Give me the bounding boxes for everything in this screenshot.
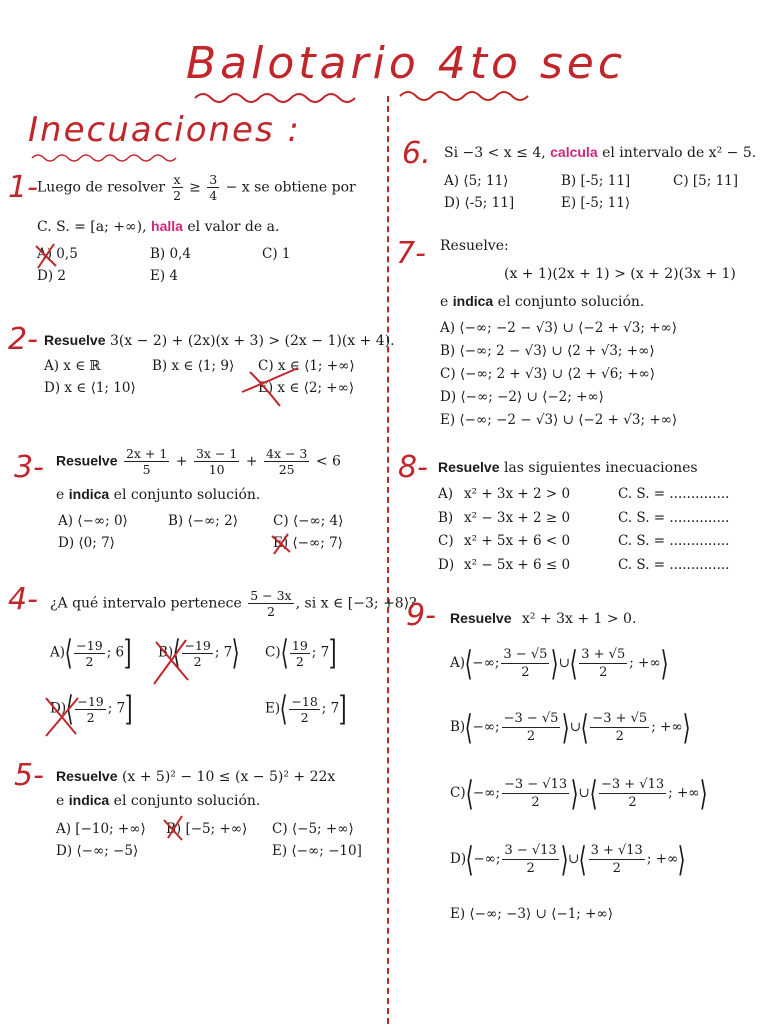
q1-frac-b-top: 3: [209, 172, 218, 187]
q9-option-e[interactable]: E) ⟨−∞; −3⟩ ∪ ⟨−1; +∞⟩: [450, 906, 613, 922]
q2-label: Resuelve: [44, 332, 106, 348]
q8-item-c-expression: x² + 5x + 6 < 0: [464, 533, 571, 549]
q4-a-label: A): [50, 644, 66, 661]
q9-c-neg-inf: −∞;: [472, 785, 500, 801]
q8-item-b-expression: x² − 3x + 2 ≥ 0: [464, 510, 571, 526]
q9-a-f1-top: 3 − √5: [503, 647, 548, 662]
q1-option-e[interactable]: E) 4: [150, 268, 179, 284]
question-7-expression: (x + 1)(2x + 1) > (x + 2)(3x + 1): [504, 266, 736, 282]
q5-option-b[interactable]: B) [−5; +∞⟩: [166, 821, 248, 837]
q7-line2-a: e: [440, 294, 449, 310]
q9-c-f1-top: −3 − √13: [503, 777, 568, 792]
q9-b-angle-open-1: ⟨: [464, 707, 473, 748]
q4-d-cross-mark-icon: [40, 689, 84, 740]
q9-b-union: ∪: [569, 719, 582, 735]
q4-b-tail: ; 7: [214, 644, 233, 661]
q3-f1-top: 2x + 1: [125, 446, 168, 461]
q4-option-a[interactable]: [50, 633, 132, 673]
q6-text-a: Si −3 < x ≤ 4,: [444, 145, 546, 161]
q1-option-a[interactable]: A) 0,5: [37, 246, 78, 262]
q4-e-label: E): [265, 700, 281, 717]
q3-option-e[interactable]: E) ⟨−∞; 7⟩: [273, 535, 343, 551]
q7-option-c[interactable]: C) ⟨−∞; 2 + √3⟩ ∪ ⟨2 + √6; +∞⟩: [440, 366, 655, 382]
question-number-5: 5-: [14, 758, 44, 793]
question-8-statement: [438, 457, 698, 478]
q9-a-angle-close-1: ⟩: [551, 643, 560, 684]
question-1-statement: [37, 172, 382, 203]
q5-option-e[interactable]: E) ⟨−∞; −10]: [272, 843, 362, 859]
q4-b-label: B): [158, 644, 174, 661]
q6-option-b[interactable]: B) [-5; 11]: [561, 173, 631, 189]
q5-expression: (x + 5)² − 10 ≤ (x − 5)² + 22x: [121, 769, 336, 785]
q9-b-angle-close-1: ⟩: [562, 707, 571, 748]
q4-text-a: ¿A qué intervalo pertenece: [50, 595, 242, 612]
q3-f2-top: 3x − 1: [195, 446, 238, 461]
q8-item-a-expression: x² + 3x + 2 > 0: [464, 486, 571, 502]
question-number-1: 1-: [8, 170, 38, 205]
q8-item-b-answer-field[interactable]: C. S. = ..............: [618, 510, 730, 526]
q9-c-fraction-1: [502, 776, 569, 811]
q5-cross-mark-icon: [160, 812, 188, 842]
q9-option-d[interactable]: [450, 839, 686, 880]
q1-option-c[interactable]: C) 1: [262, 246, 291, 262]
q4-c-tail: ; 7: [311, 644, 330, 661]
q3-plus-1: +: [175, 453, 188, 470]
q4-option-c[interactable]: [265, 633, 337, 673]
q9-c-angle-open-2: ⟨: [589, 773, 598, 814]
q4-d-left-bracket: ⟨: [65, 689, 74, 729]
q1-option-b[interactable]: B) 0,4: [150, 246, 191, 262]
q8-item-d-letter: D): [438, 557, 455, 573]
q7-keyword: indica: [452, 293, 494, 309]
q4-e-bot: 2: [300, 709, 309, 725]
q2-option-e[interactable]: E) x ∈ ⟨2; +∞⟩: [258, 380, 355, 396]
section-title: Inecuaciones :: [28, 110, 301, 150]
q2-expression: 3(x − 2) + (2x)(x + 3) > (2x − 1)(x + 4).: [109, 333, 395, 349]
q9-d-pos-inf: ; +∞: [646, 851, 679, 867]
q9-option-a[interactable]: [450, 643, 669, 684]
q9-d-angle-close-2: ⟩: [677, 839, 686, 880]
q9-d-angle-open-2: ⟨: [578, 839, 587, 880]
question-number-2: 2-: [8, 322, 38, 357]
q4-a-top: −19: [76, 637, 103, 653]
question-5-line2: [56, 790, 260, 811]
q9-d-f1-bot: 2: [526, 861, 535, 876]
q4-frac-bot: 2: [266, 604, 275, 619]
q1-frac-b-bot: 4: [209, 188, 218, 203]
q4-a-tail: ; 6: [106, 644, 125, 661]
q4-a-left-bracket: ⟨: [64, 633, 73, 673]
q9-a-pos-inf: ; +∞: [629, 655, 661, 671]
q9-c-f1-bot: 2: [531, 795, 540, 810]
q4-option-e[interactable]: [265, 689, 347, 729]
q9-b-angle-open-2: ⟨: [580, 707, 589, 748]
q2-option-c[interactable]: C) x ∈ ⟨1; +∞⟩: [258, 358, 355, 374]
q2-option-a[interactable]: A) x ∈ ℝ: [44, 358, 101, 374]
q3-option-c[interactable]: C) ⟨−∞; 4⟩: [273, 513, 344, 529]
q9-c-angle-close-1: ⟩: [570, 773, 579, 814]
q6-keyword: calcula: [550, 144, 598, 160]
q9-c-angle-close-2: ⟩: [699, 773, 708, 814]
q9-a-f2-top: 3 + √5: [581, 647, 626, 662]
q9-d-f2-top: 3 + √13: [590, 843, 643, 858]
q4-e-fraction: [289, 694, 319, 725]
q8-text: las siguientes inecuaciones: [503, 460, 698, 476]
q8-item-d-expression: x² − 5x + 6 ≤ 0: [464, 557, 571, 573]
q4-c-right-bracket: ]: [328, 633, 337, 673]
q4-d-bot: 2: [86, 709, 95, 725]
q9-b-fraction-2: [590, 710, 649, 745]
q3-f1-bot: 5: [142, 462, 151, 477]
q9-d-angle-close-1: ⟩: [560, 839, 569, 880]
question-1-line2: [37, 216, 279, 237]
q8-item-c-answer-field[interactable]: C. S. = ..............: [618, 533, 730, 549]
q9-a-fraction-2: [579, 646, 627, 681]
q4-d-label: D): [50, 700, 67, 717]
q5-option-a[interactable]: A) [−10; +∞⟩: [56, 821, 146, 837]
q9-d-label: D): [450, 851, 467, 867]
question-6-statement: [444, 142, 756, 163]
q3-tail: < 6: [315, 453, 341, 470]
q3-line2-b: el conjunto solución.: [113, 487, 261, 503]
q4-c-bot: 2: [295, 653, 304, 669]
q9-a-union: ∪: [558, 655, 570, 671]
q8-label: Resuelve: [438, 459, 500, 475]
q4-a-bot: 2: [85, 653, 94, 669]
q4-d-tail: ; 7: [107, 700, 126, 717]
q9-d-f2-bot: 2: [612, 861, 621, 876]
q3-option-b[interactable]: B) ⟨−∞; 2⟩: [168, 513, 238, 529]
q6-text-b: el intervalo de x² − 5.: [602, 145, 757, 161]
q4-b-cross-mark-icon: [150, 633, 194, 688]
q3-fraction-3: [264, 446, 309, 477]
q9-d-fraction-1: [502, 842, 558, 877]
q9-a-angle-open-1: ⟨: [464, 643, 473, 684]
q4-d-right-bracket: ]: [124, 689, 133, 729]
q9-c-label: C): [450, 785, 466, 801]
q1-line2-b: el valor de a.: [187, 219, 280, 235]
q3-line2-a: e: [56, 487, 65, 503]
q9-d-angle-open-1: ⟨: [465, 839, 474, 880]
q4-c-label: C): [265, 644, 281, 661]
question-number-4: 4-: [8, 582, 38, 617]
q4-b-right-bracket: ⟩: [231, 633, 240, 673]
q4-a-fraction: [74, 638, 104, 669]
q8-item-b-letter: B): [438, 510, 454, 526]
q4-b-top: −19: [184, 637, 211, 653]
question-7-label: Resuelve:: [440, 238, 509, 254]
question-number-7: 7-: [396, 236, 426, 271]
q1-option-d[interactable]: D) 2: [37, 268, 66, 284]
q4-c-left-bracket: ⟨: [280, 633, 289, 673]
q4-e-tail: ; 7: [321, 700, 340, 717]
question-4-statement: [50, 588, 417, 619]
q9-b-f2-bot: 2: [615, 729, 624, 744]
q4-text-b: , si x ∈ [−3; +8⟩?: [295, 595, 417, 612]
q9-c-union: ∪: [578, 785, 590, 801]
q1-frac-a-bot: 2: [173, 188, 182, 203]
q9-c-f2-bot: 2: [628, 795, 637, 810]
q9-c-angle-open-1: ⟨: [465, 773, 474, 814]
q6-option-e[interactable]: E) [-5; 11⟩: [561, 195, 631, 211]
q9-a-label: A): [450, 655, 466, 671]
q4-c-fraction: [290, 638, 310, 669]
question-number-8: 8-: [398, 450, 428, 485]
q1-line2-a: C. S. = [a; +∞),: [37, 219, 147, 235]
q3-label: Resuelve: [56, 452, 118, 469]
q4-fraction: [248, 588, 293, 619]
q3-keyword: indica: [68, 486, 110, 502]
q1-text-a: Luego de resolver: [37, 179, 166, 196]
q7-line2-b: el conjunto solución.: [497, 294, 645, 310]
q7-option-d[interactable]: D) ⟨−∞; −2⟩ ∪ ⟨−2; +∞⟩: [440, 389, 604, 405]
q4-c-top: 19: [291, 637, 308, 653]
q9-b-f1-bot: 2: [526, 729, 536, 744]
question-number-6: 6.: [402, 136, 431, 171]
q4-e-top: −18: [291, 693, 318, 709]
q9-b-angle-close-2: ⟩: [682, 707, 691, 748]
q4-d-top: −19: [77, 693, 104, 709]
q9-a-f2-bot: 2: [599, 665, 608, 680]
q5-option-d[interactable]: D) ⟨−∞; −5⟩: [56, 843, 139, 859]
q9-b-f2-top: −3 + √5: [592, 711, 648, 726]
question-7-line2: [440, 291, 644, 312]
question-9-statement: [450, 608, 636, 629]
q7-option-e[interactable]: E) ⟨−∞; −2 − √3⟩ ∪ ⟨−2 + √3; +∞⟩: [440, 412, 678, 428]
q3-plus-2: +: [245, 453, 258, 470]
q9-option-b[interactable]: [450, 707, 691, 748]
q3-option-a[interactable]: A) ⟨−∞; 0⟩: [58, 513, 128, 529]
q2-option-d[interactable]: D) x ∈ ⟨1; 10⟩: [44, 380, 136, 396]
q9-a-angle-close-2: ⟩: [660, 643, 669, 684]
q3-f3-top: 4x − 3: [266, 446, 308, 461]
q8-item-a-answer-field[interactable]: C. S. = ..............: [618, 486, 730, 502]
q4-frac-top: 5 − 3x: [250, 588, 292, 603]
q1-fraction-a: [172, 172, 183, 203]
q5-keyword: indica: [68, 792, 110, 808]
q9-d-fraction-2: [589, 842, 645, 877]
question-3-line2: [56, 484, 260, 505]
q3-fraction-2: [194, 446, 239, 477]
q2-cross-mark-icon: [236, 362, 306, 412]
q8-item-a-letter: A): [438, 486, 454, 502]
q9-a-neg-inf: −∞;: [472, 655, 500, 671]
q9-c-pos-inf: ; +∞: [668, 785, 700, 801]
title-underline: [190, 86, 540, 106]
q9-c-fraction-2: [599, 776, 666, 811]
q5-option-c[interactable]: C) ⟨−5; +∞⟩: [272, 821, 354, 837]
column-divider: [387, 96, 389, 1024]
q9-b-neg-inf: −∞;: [472, 719, 500, 735]
q9-b-f1-top: −3 − √5: [503, 711, 559, 726]
q4-e-left-bracket: ⟨: [279, 689, 288, 729]
q4-b-left-bracket: ⟨: [172, 633, 181, 673]
q9-expression: x² + 3x + 1 > 0.: [521, 611, 637, 627]
q9-c-f2-top: −3 + √13: [600, 777, 665, 792]
question-number-3: 3-: [14, 450, 44, 485]
q8-item-d-answer-field[interactable]: C. S. = ..............: [618, 557, 730, 573]
q4-a-right-bracket: ]: [123, 633, 132, 673]
subtitle-underline: [30, 152, 230, 164]
q3-cross-mark-icon: [268, 532, 294, 556]
q3-f2-bot: 10: [208, 462, 225, 477]
q3-option-d[interactable]: D) ⟨0; 7⟩: [58, 535, 115, 551]
q6-option-a[interactable]: A) ⟨5; 11⟩: [444, 173, 509, 189]
q9-d-union: ∪: [568, 851, 580, 867]
q9-label: Resuelve: [450, 610, 512, 626]
q1-fraction-b: [207, 172, 219, 203]
q6-option-d[interactable]: D) ⟨-5; 11]: [444, 195, 515, 211]
q1-ge: ≥: [189, 179, 201, 196]
q9-a-angle-open-2: ⟨: [569, 643, 578, 684]
q7-option-a[interactable]: A) ⟨−∞; −2 − √3⟩ ∪ ⟨−2 + √3; +∞⟩: [440, 320, 678, 336]
q6-option-c[interactable]: C) [5; 11]: [673, 173, 739, 189]
q9-a-f1-bot: 2: [521, 665, 530, 680]
question-3-statement: [56, 446, 341, 477]
q5-line2-b: el conjunto solución.: [113, 793, 261, 809]
q9-b-fraction-1: [502, 710, 561, 745]
q1-frac-a-top: x: [173, 172, 181, 187]
q3-f3-bot: 25: [278, 462, 295, 477]
question-number-9: 9-: [406, 598, 436, 633]
q5-label: Resuelve: [56, 768, 118, 784]
q9-b-label: B): [450, 719, 466, 735]
q1-keyword: halla: [151, 218, 183, 234]
q9-a-fraction-1: [501, 646, 549, 681]
q4-e-right-bracket: ]: [338, 689, 347, 729]
q5-line2-a: e: [56, 793, 65, 809]
q9-d-neg-inf: −∞;: [473, 851, 501, 867]
q9-b-pos-inf: ; +∞: [651, 719, 683, 735]
q7-option-b[interactable]: B) ⟨−∞; 2 − √3⟩ ∪ ⟨2 + √3; +∞⟩: [440, 343, 655, 359]
q1-cross-mark-icon: [32, 240, 60, 270]
q1-text-b: − x se obtiene por: [225, 179, 356, 196]
page-title: Balotario 4to sec: [186, 38, 627, 89]
q9-option-c[interactable]: [450, 773, 708, 814]
question-2-statement: [44, 330, 395, 351]
q4-b-bot: 2: [193, 653, 202, 669]
q9-d-f1-top: 3 − √13: [504, 843, 557, 858]
question-5-statement: [56, 766, 335, 787]
q8-item-c-letter: C): [438, 533, 454, 549]
q3-fraction-1: [124, 446, 169, 477]
q2-option-b[interactable]: B) x ∈ ⟨1; 9⟩: [152, 358, 235, 374]
